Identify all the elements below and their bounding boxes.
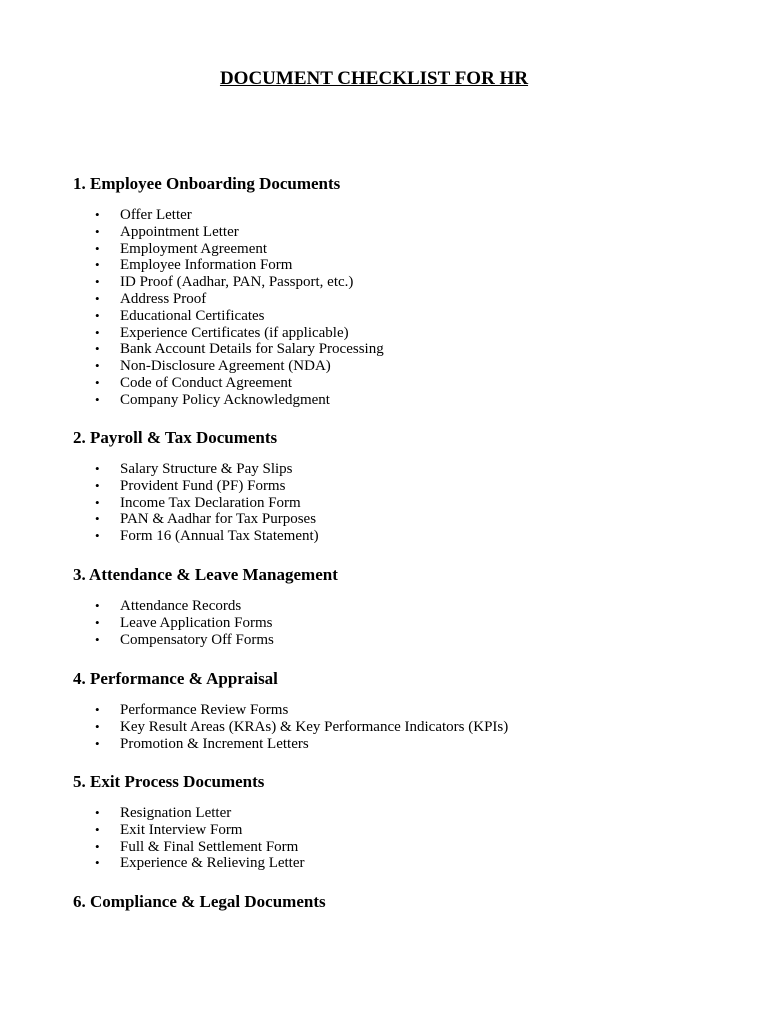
list-item bbox=[73, 375, 384, 392]
bullet-icon: • bbox=[95, 324, 100, 340]
list-item bbox=[73, 241, 384, 258]
bullet-icon: • bbox=[95, 735, 100, 751]
section-payroll-tax bbox=[73, 427, 713, 545]
list-item bbox=[73, 511, 319, 528]
bullet-icon: • bbox=[95, 461, 100, 476]
bullet-icon: • bbox=[95, 341, 100, 357]
list-item bbox=[73, 615, 274, 632]
list-item bbox=[73, 207, 384, 224]
list-item bbox=[73, 736, 508, 753]
section-employee-onboarding bbox=[73, 173, 713, 408]
list-item-label: Form 16 (Annual Tax Statement) bbox=[120, 528, 319, 545]
section-performance-appraisal bbox=[73, 668, 713, 752]
list-item bbox=[73, 224, 384, 241]
document-title: DOCUMENT CHECKLIST FOR HR bbox=[219, 68, 529, 89]
list-item bbox=[73, 274, 384, 291]
list-item bbox=[73, 308, 384, 325]
checklist bbox=[73, 805, 305, 872]
list-item-label: Exit Interview Form bbox=[120, 821, 243, 838]
list-item bbox=[73, 632, 274, 649]
list-item bbox=[73, 822, 305, 839]
list-item-label: Salary Structure & Pay Slips bbox=[120, 461, 293, 477]
bullet-icon: • bbox=[95, 528, 100, 544]
list-item-label: Experience Certificates (if applicable) bbox=[120, 324, 349, 341]
list-item bbox=[73, 598, 274, 615]
list-item bbox=[73, 719, 508, 736]
list-item bbox=[73, 495, 319, 512]
list-item bbox=[73, 478, 319, 495]
list-item bbox=[73, 257, 384, 274]
list-item-label: Promotion & Increment Letters bbox=[120, 735, 309, 752]
list-item-label: PAN & Aadhar for Tax Purposes bbox=[120, 511, 317, 528]
list-item-label: Non-Disclosure Agreement (NDA) bbox=[120, 358, 331, 375]
bullet-icon: • bbox=[95, 805, 100, 820]
bullet-icon: • bbox=[95, 477, 100, 493]
bullet-icon: • bbox=[95, 855, 100, 871]
list-item-label: Experience & Relieving Letter bbox=[120, 855, 305, 872]
section-exit-process bbox=[73, 771, 713, 872]
bullet-icon: • bbox=[95, 391, 100, 407]
list-item bbox=[73, 855, 305, 872]
checklist bbox=[73, 461, 319, 545]
bullet-icon: • bbox=[95, 718, 100, 734]
list-item-label: Educational Certificates bbox=[120, 307, 265, 324]
list-item-label: Company Policy Acknowledgment bbox=[120, 391, 330, 408]
list-item bbox=[73, 702, 508, 719]
bullet-icon: • bbox=[95, 307, 100, 323]
checklist bbox=[73, 207, 384, 409]
list-item bbox=[73, 291, 384, 308]
list-item bbox=[73, 805, 305, 822]
bullet-icon: • bbox=[95, 614, 100, 630]
list-item-label: ID Proof (Aadhar, PAN, Passport, etc.) bbox=[120, 274, 354, 291]
list-item-label: Employee Information Form bbox=[120, 257, 293, 274]
list-item-label: Offer Letter bbox=[120, 207, 192, 223]
list-item-label: Leave Application Forms bbox=[120, 614, 273, 631]
section-attendance-leave bbox=[73, 564, 713, 648]
section-heading: 4. Performance & Appraisal bbox=[73, 669, 278, 688]
bullet-icon: • bbox=[95, 374, 100, 390]
section-heading: 2. Payroll & Tax Documents bbox=[73, 428, 278, 447]
checklist bbox=[73, 598, 274, 648]
list-item-label: Compensatory Off Forms bbox=[120, 631, 274, 648]
list-item bbox=[73, 839, 305, 856]
list-item-label: Resignation Letter bbox=[120, 805, 232, 821]
list-item-label: Employment Agreement bbox=[120, 240, 268, 257]
list-item bbox=[73, 341, 384, 358]
bullet-icon: • bbox=[95, 838, 100, 854]
bullet-icon: • bbox=[95, 702, 100, 717]
list-item bbox=[73, 528, 319, 545]
list-item bbox=[73, 325, 384, 342]
list-item-label: Attendance Records bbox=[120, 598, 242, 614]
section-heading: 5. Exit Process Documents bbox=[73, 772, 265, 791]
list-item-label: Code of Conduct Agreement bbox=[120, 374, 293, 391]
checklist bbox=[73, 702, 508, 752]
list-item bbox=[73, 392, 384, 409]
bullet-icon: • bbox=[95, 358, 100, 374]
bullet-icon: • bbox=[95, 631, 100, 647]
list-item-label: Income Tax Declaration Form bbox=[120, 494, 301, 511]
list-item-label: Address Proof bbox=[120, 290, 207, 307]
list-item-label: Full & Final Settlement Form bbox=[120, 838, 299, 855]
bullet-icon: • bbox=[95, 223, 100, 239]
list-item-label: Performance Review Forms bbox=[120, 702, 289, 718]
bullet-icon: • bbox=[95, 274, 100, 290]
bullet-icon: • bbox=[95, 290, 100, 306]
bullet-icon: • bbox=[95, 821, 100, 837]
bullet-icon: • bbox=[95, 494, 100, 510]
list-item bbox=[73, 461, 319, 478]
bullet-icon: • bbox=[95, 240, 100, 256]
section-compliance-legal bbox=[73, 891, 713, 913]
list-item-label: Key Result Areas (KRAs) & Key Performance Indicators (KPIs) bbox=[120, 718, 509, 735]
list-item-label: Provident Fund (PF) Forms bbox=[120, 477, 286, 494]
section-heading: 3. Attendance & Leave Management bbox=[73, 565, 338, 584]
section-heading: 1. Employee Onboarding Documents bbox=[73, 174, 341, 193]
list-item-label: Bank Account Details for Salary Processing bbox=[120, 341, 384, 358]
bullet-icon: • bbox=[95, 598, 100, 613]
section-heading: 6. Compliance & Legal Documents bbox=[73, 892, 326, 911]
list-item bbox=[73, 358, 384, 375]
bullet-icon: • bbox=[95, 257, 100, 273]
bullet-icon: • bbox=[95, 511, 100, 527]
bullet-icon: • bbox=[95, 207, 100, 222]
list-item-label: Appointment Letter bbox=[120, 223, 239, 240]
